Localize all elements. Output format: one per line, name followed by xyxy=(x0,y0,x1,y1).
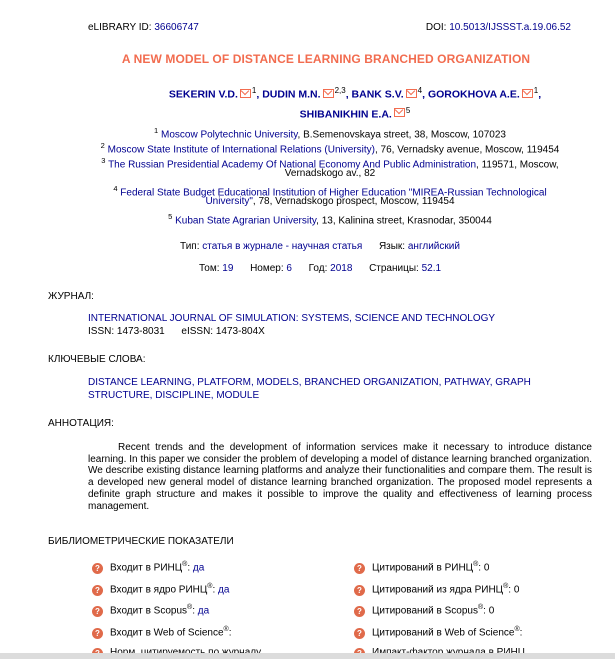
type-language-line: Тип: статья в журнале - научная статья Язык: английский xyxy=(180,241,460,252)
author-sup: 1 xyxy=(533,86,539,95)
author-link[interactable]: SEKERIN V.D. xyxy=(168,88,238,101)
metric-citations-wos: ? Цитирований в Web of Science®: xyxy=(354,626,522,639)
help-icon[interactable]: ? xyxy=(354,585,365,596)
author-sup: 1 xyxy=(251,86,257,95)
author-link[interactable]: GOROKHOVA A.E. xyxy=(427,88,520,101)
metric-wos: ? Входит в Web of Science®: xyxy=(92,626,231,639)
author-sup: 4 xyxy=(417,86,423,95)
affiliation-3-cont: Vernadskogo av., 82 xyxy=(284,168,376,179)
email-icon[interactable] xyxy=(240,89,251,98)
taskbar xyxy=(0,653,615,659)
keywords-line-2[interactable]: STRUCTURE, DISCIPLINE, MODULE xyxy=(88,390,260,401)
affiliation-4: $^4$ Federal State Budget Educational Institution of Higher Education "MIREA-Russian Technological xyxy=(113,184,547,199)
help-icon[interactable]: ? xyxy=(92,585,103,596)
metric-scopus: ? Входит в Scopus®: да xyxy=(92,604,209,617)
affiliation-3: $^3$ The Russian Presidential Academy Of National Economy And Public Administration, 119571, Moscow, xyxy=(101,156,559,171)
affiliation-link[interactable]: The Russian Presidential Academy Of National Economy And Public Administration xyxy=(108,159,477,171)
author-link[interactable]: DUDIN M.N. xyxy=(262,88,321,101)
affiliation-2: $^2$ Moscow State Institute of International Relations (University), 76, Vernadsky avenue, Moscow, 119454 xyxy=(100,141,560,156)
author-link[interactable]: SHIBANIKHIN E.A. xyxy=(299,108,392,120)
elibrary-id: eLIBRARY ID: 36606747 xyxy=(88,22,199,33)
keywords-heading: КЛЮЧЕВЫЕ СЛОВА: xyxy=(48,354,146,365)
abstract-heading: АННОТАЦИЯ: xyxy=(48,418,114,429)
help-icon[interactable]: ? xyxy=(92,606,103,617)
article-type: статья в журнале - научная статья xyxy=(202,241,363,252)
affiliation-link[interactable]: University" xyxy=(205,196,253,207)
keywords-line-1[interactable]: DISTANCE LEARNING, PLATFORM, MODELS, BRANCHED ORGANIZATION, PATHWAY, GRAPH xyxy=(88,377,531,388)
article-language: английский xyxy=(407,241,460,252)
volume-link[interactable]: 19 xyxy=(222,263,234,274)
email-icon[interactable] xyxy=(323,89,334,98)
affiliation-1: $^1$ Moscow Polytechnic University, B.Semenovskaya street, 38, Moscow, 107023 xyxy=(154,126,506,141)
metrics-heading: БИБЛИОМЕТРИЧЕСКИЕ ПОКАЗАТЕЛИ xyxy=(48,536,234,547)
doi-link[interactable]: 10.5013/IJSSST.a.19.06.52 xyxy=(449,22,571,33)
metric-citations-scopus: ? Цитирований в Scopus®: 0 xyxy=(354,604,494,617)
author-sup: 5 xyxy=(405,105,411,115)
help-icon[interactable]: ? xyxy=(354,628,365,639)
elibrary-id-value: 36606747 xyxy=(154,22,199,33)
issue-line: Том: 19 Номер: 6 Год: 2018 Страницы: 52.1 xyxy=(198,263,442,274)
affiliation-5: $^5$ Kuban State Agrarian University, 13, Kalinina street, Krasnodar, 350044 xyxy=(168,212,492,227)
metric-citations-rinc: ? Цитирований в РИНЦ®: 0 xyxy=(354,561,489,574)
journal-issn: ISSN: 1473-8031 eISSN: 1473-804X xyxy=(88,326,265,337)
year-value: 2018 xyxy=(330,263,353,274)
metric-rinc-core: ? Входит в ядро РИНЦ®: да xyxy=(92,583,229,596)
affiliation-link[interactable]: Moscow State Institute of International Relations (University) xyxy=(107,144,375,156)
doi: DOI: 10.5013/IJSSST.a.19.06.52 xyxy=(425,22,571,33)
help-icon[interactable]: ? xyxy=(354,563,365,574)
email-icon[interactable] xyxy=(394,108,405,117)
metric-rinc: ? Входит в РИНЦ®: да xyxy=(92,561,204,574)
journal-name[interactable]: INTERNATIONAL JOURNAL OF SIMULATION: SYSTEMS, SCIENCE AND TECHNOLOGY xyxy=(88,313,496,324)
metric-citations-rinc-core: ? Цитирований из ядра РИНЦ®: 0 xyxy=(354,583,519,596)
help-icon[interactable]: ? xyxy=(92,563,103,574)
journal-heading: ЖУРНАЛ: xyxy=(48,291,94,302)
abstract-text: Recent trends and the development of information services make it necessary to introduce distance learning. In this paper we consider the problem of developing a model of distance learning branched organization. We describe existing distance learning platforms and analyze their functionalities and compare them. The result is a developed new general model of distance learning branched organization. The proposed model represents a definite graph structure and makes it possible to improve the quality and effectiveness of learning process management. xyxy=(88,442,592,512)
affiliation-4-cont: University", 78, Vernadskogo prospect, Moscow, 119454 xyxy=(205,196,455,207)
pages-value: 52.1 xyxy=(421,263,442,274)
affiliation-link[interactable]: Federal State Budget Educational Institution of Higher Education "MIREA-Russian Technological xyxy=(120,187,547,199)
affiliation-link[interactable]: Kuban State Agrarian University xyxy=(175,215,317,227)
author-link[interactable]: BANK S.V. xyxy=(351,88,404,101)
help-icon[interactable]: ? xyxy=(354,606,365,617)
email-icon[interactable] xyxy=(406,89,417,98)
article-title: A NEW MODEL OF DISTANCE LEARNING BRANCHED ORGANIZATION xyxy=(121,52,531,66)
help-icon[interactable]: ? xyxy=(92,628,103,639)
author-sup: 2,3 xyxy=(334,86,346,95)
issue-link[interactable]: 6 xyxy=(286,263,292,274)
affiliation-link[interactable]: Moscow Polytechnic University xyxy=(160,129,298,141)
email-icon[interactable] xyxy=(522,89,533,98)
author-list: SEKERIN V.D. $^1$, DUDIN M.N. $^{2,3}$, BANK S.V. $^4$, GOROKHOVA A.E. $^1$, SHIBANIKHIN E.A. $^5$ xyxy=(168,86,542,120)
